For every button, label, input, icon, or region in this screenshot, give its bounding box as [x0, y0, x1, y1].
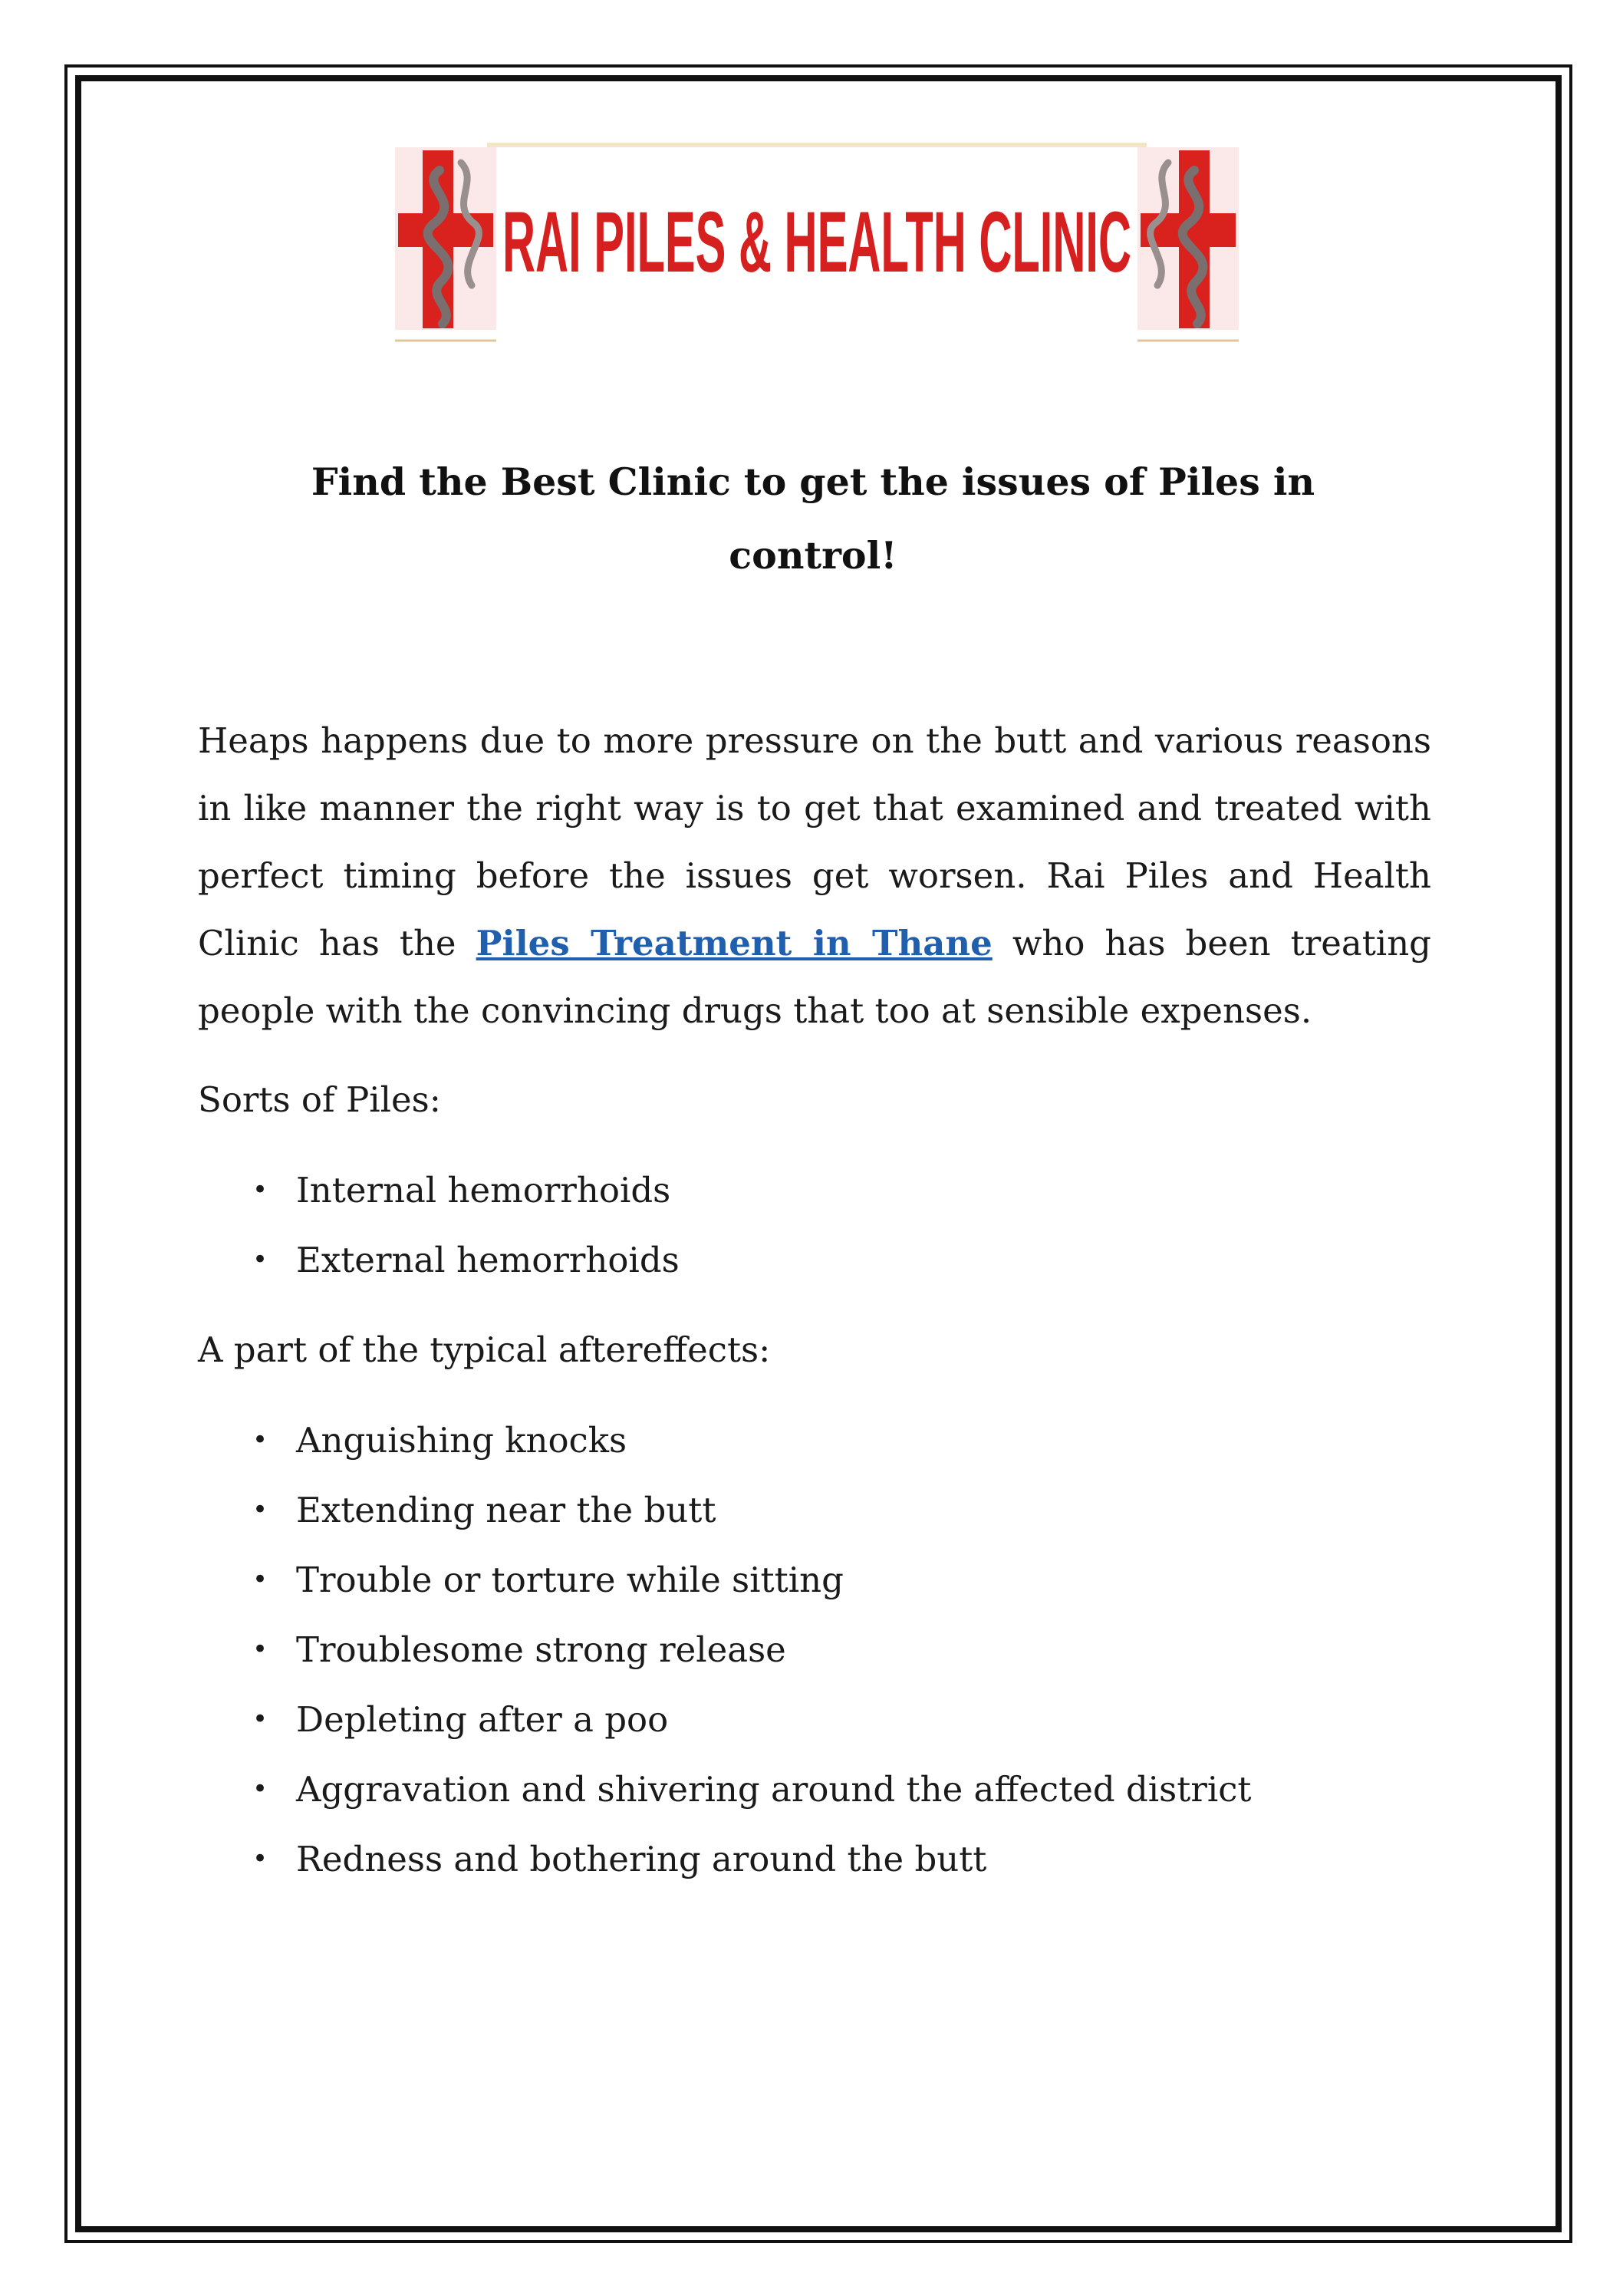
list-item-text: Redness and bothering around the butt	[296, 1839, 987, 1879]
list-item-text: Aggravation and shivering around the affected district	[296, 1769, 1252, 1810]
list-item	[198, 1155, 1431, 1225]
page-title-line-1: Find the Best Clinic to get the issues of Piles in	[311, 460, 1315, 504]
bullet-icon: •	[252, 1564, 268, 1595]
bullet-icon: •	[252, 1425, 268, 1455]
bullet-icon: •	[252, 1494, 268, 1525]
bullet-icon: •	[252, 1634, 268, 1665]
bullet-icon: •	[252, 1704, 268, 1734]
page-title-line-2: control!	[729, 533, 897, 578]
medical-cross-icon	[395, 147, 496, 341]
list-item-text: Extending near the butt	[296, 1490, 716, 1530]
medical-cross-icon	[1137, 147, 1239, 341]
list-item	[198, 1475, 1431, 1545]
list-item	[198, 1545, 1431, 1615]
article-body	[198, 707, 1431, 1894]
bullet-icon: •	[252, 1843, 268, 1874]
intro-text-after-link: who has been treating people with the convincing drugs that too at sensible expenses.	[198, 923, 1431, 1031]
clinic-name-logo-text: RAI PILES & HEALTH CLINIC	[502, 194, 1131, 290]
list-item-text: Depleting after a poo	[296, 1699, 669, 1740]
bullet-icon: •	[252, 1244, 268, 1275]
bullet-icon: •	[252, 1174, 268, 1205]
page-title	[199, 445, 1427, 592]
clinic-logo	[395, 140, 1239, 345]
list-item	[198, 1405, 1431, 1475]
list-item	[198, 1754, 1431, 1824]
symptoms-list	[198, 1405, 1431, 1894]
list-item-text: Troublesome strong release	[296, 1629, 786, 1670]
list-item	[198, 1824, 1431, 1894]
piles-treatment-link[interactable]: Piles Treatment in Thane	[476, 923, 993, 964]
list-item-text: Trouble or torture while sitting	[296, 1560, 844, 1600]
list-item	[198, 1225, 1431, 1295]
types-list	[198, 1155, 1431, 1295]
list-item	[198, 1615, 1431, 1685]
list-item-text: Anguishing knocks	[296, 1420, 627, 1461]
list-item	[198, 1685, 1431, 1754]
intro-paragraph	[198, 707, 1431, 1045]
types-label: Sorts of Piles:	[198, 1079, 441, 1120]
list-item-text: Internal hemorrhoids	[296, 1170, 671, 1211]
list-item-text: External hemorrhoids	[296, 1240, 680, 1280]
bullet-icon: •	[252, 1774, 268, 1804]
intro-text-before-link: Heaps happens due to more pressure on the butt and various reasons in like manner the right way is to get that examined and treated with perfect timing before the issues get worsen. Rai Piles and Health Clinic has the	[198, 720, 1431, 964]
symptoms-label: A part of the typical aftereffects:	[198, 1329, 771, 1370]
